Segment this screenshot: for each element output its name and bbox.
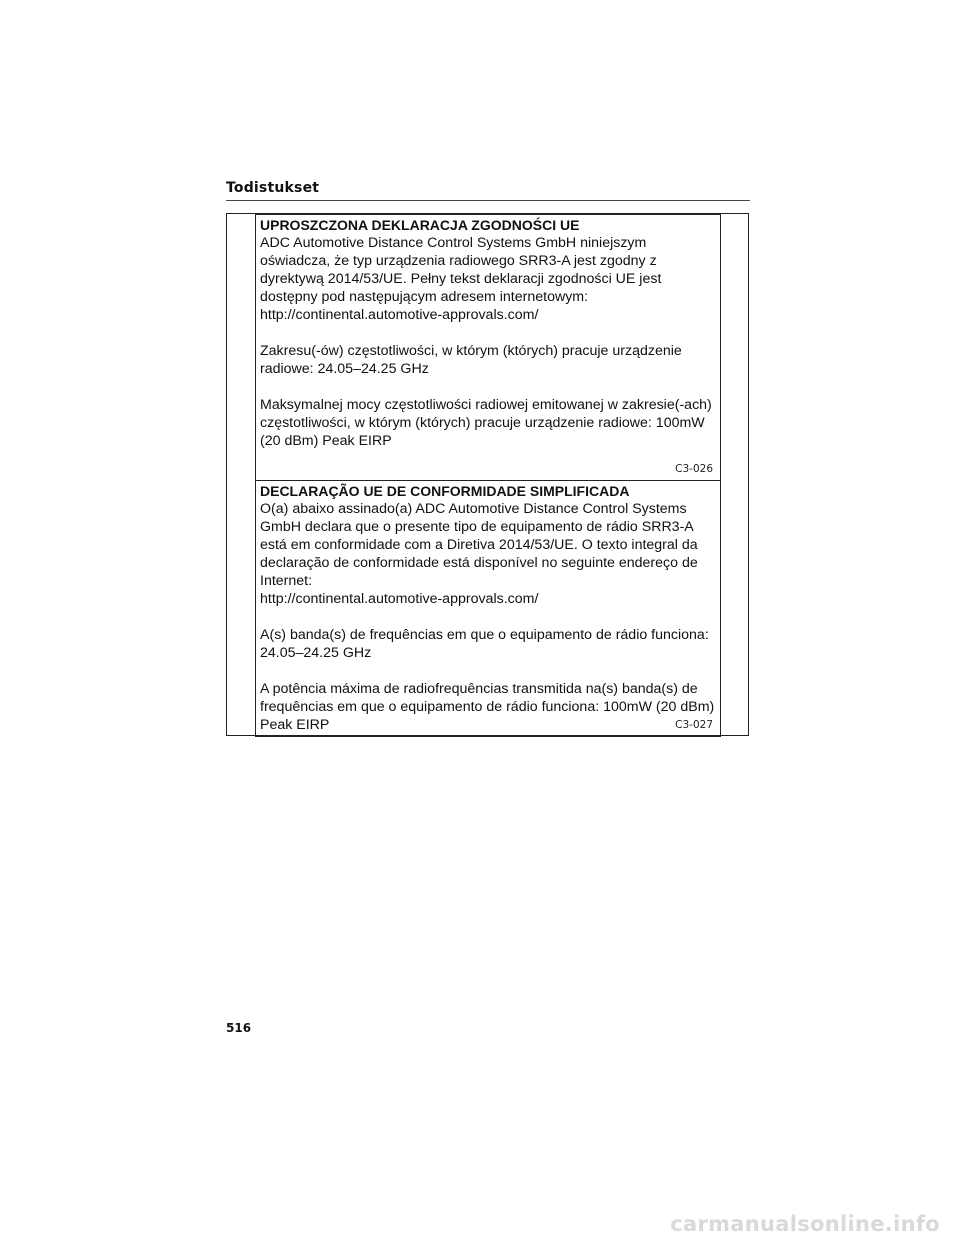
declaration-paragraph: Zakresu(-ów) częstotliwości, w którym (których) pracuje urządzenie radiowe: 24.05–24.25 GHz	[260, 343, 682, 377]
declaration-title: DECLARAÇÃO UE DE CONFORMIDADE SIMPLIFICADA	[260, 483, 630, 499]
section-title: Todistukset	[226, 180, 320, 196]
declaration-box-portuguese	[255, 481, 721, 737]
figure-code: C3-027	[675, 719, 713, 731]
declaration-paragraph: O(a) abaixo assinado(a) ADC Automotive Distance Control Systems GmbH declara que o presente tipo de equipamento de rádio SRR3-A está em conformidade com a Diretiva 2014/53/UE. O texto integral da declaração de conformidade está disponível no seguinte endereço de Internet: http://continental.automotive-approvals.com/	[260, 501, 698, 607]
declaration-paragraph: A potência máxima de radiofrequências transmitida na(s) banda(s) de frequências em que o equipamento de rádio funciona: 100mW (20 dBm) Peak EIRP	[260, 681, 715, 733]
watermark: carmanualsonline.info	[670, 1212, 940, 1236]
declaration-paragraph: Maksymalnej mocy częstotliwości radiowej emitowanej w zakresie(-ach) częstotliwości, w którym (których) pracuje urządzenie radiowe: 100mW (20 dBm) Peak EIRP	[260, 397, 712, 449]
declaration-paragraph: A(s) banda(s) de frequências em que o equipamento de rádio funciona: 24.05–24.25 GHz	[260, 627, 709, 661]
declaration-box-polish	[255, 213, 721, 481]
figure-code: C3-026	[675, 463, 713, 475]
page-number: 516	[226, 1021, 252, 1035]
declaration-title: UPROSZCZONA DEKLARACJA ZGODNOŚCI UE	[260, 217, 580, 233]
declaration-paragraph: ADC Automotive Distance Control Systems GmbH niniejszym oświadcza, że typ urządzenia radiowego SRR3-A jest zgodny z dyrektywą 2014/53/UE. Pełny tekst deklaracji zgodności UE jest dostępny pod następującym adresem internetowym: http://continental.automotive-approvals.com/	[260, 235, 662, 323]
section-header	[226, 178, 750, 201]
